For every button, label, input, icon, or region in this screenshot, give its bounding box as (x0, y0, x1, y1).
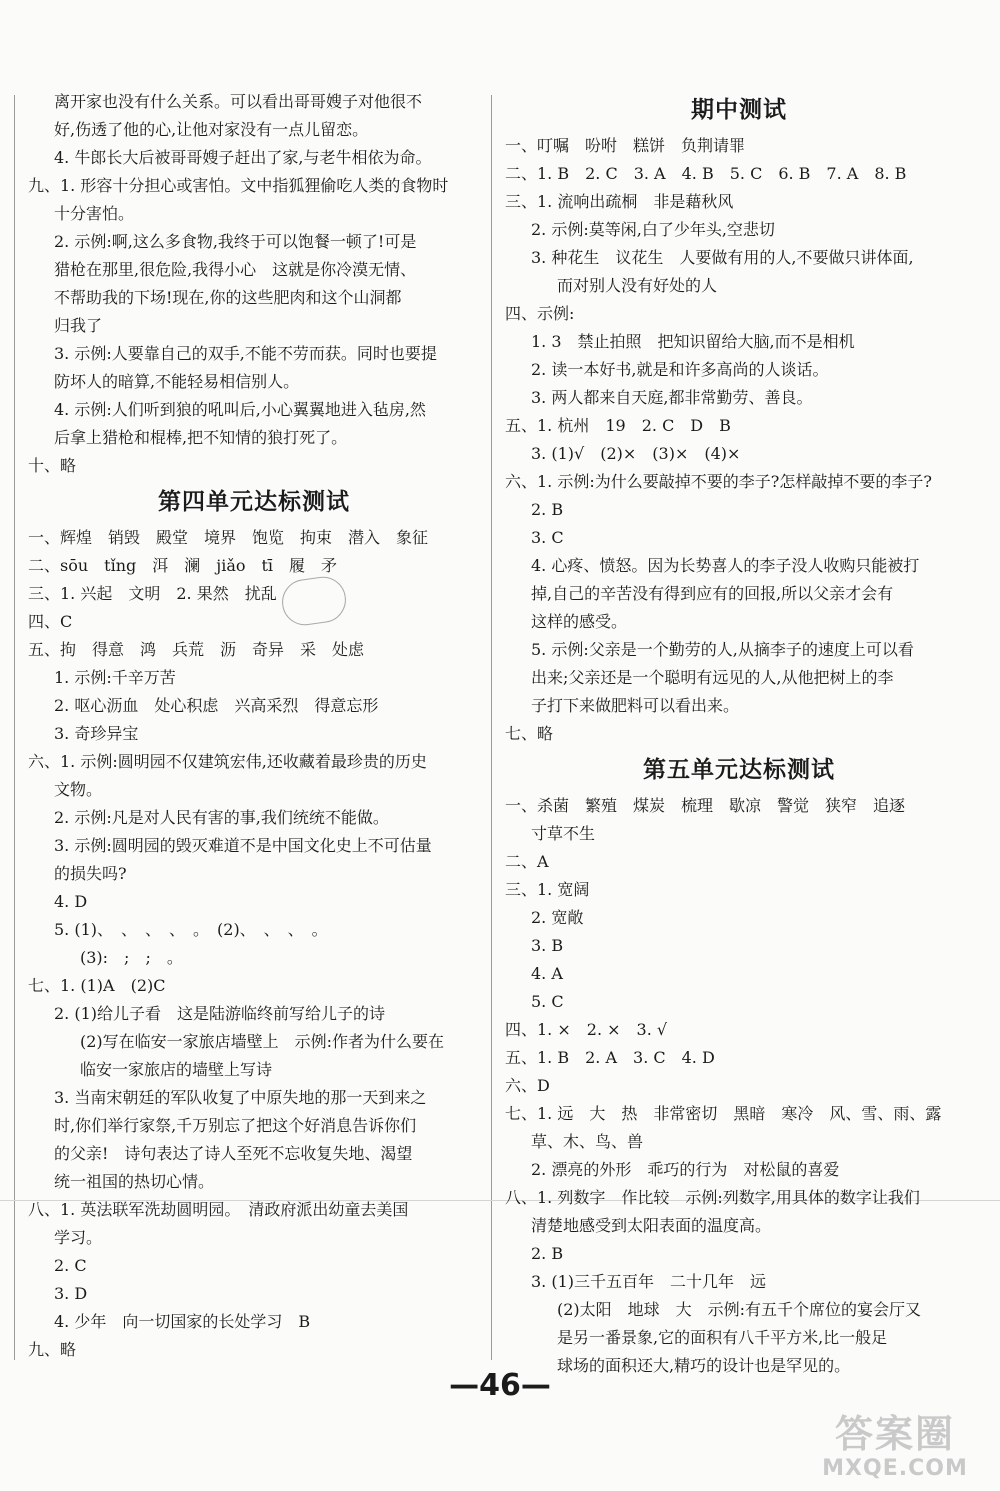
section-heading: 第四单元达标测试 (158, 488, 350, 515)
answer-line: 2. B (531, 500, 564, 519)
answer-line: 是另一番景象,它的面积有八千平方米,比一般足 (557, 1328, 888, 1347)
answer-line: 二、1. B 2. C 3. A 4. B 5. C 6. B 7. A 8. B (505, 164, 907, 183)
answer-line: 一、辉煌 销毁 殿堂 境界 饱览 拘束 潜入 象征 (28, 528, 429, 547)
column-divider (491, 95, 492, 1360)
answer-line: 学习。 (54, 1228, 103, 1247)
answer-line: 后拿上猎枪和棍棒,把不知情的狼打死了。 (54, 428, 348, 447)
answer-line: 六、1. 示例:为什么要敲掉不要的李子?怎样敲掉不要的李子? (505, 472, 932, 491)
answer-line: 这样的感受。 (531, 612, 628, 631)
answer-line: 七、略 (505, 724, 554, 743)
answer-line: 清楚地感受到太阳表面的温度高。 (531, 1216, 772, 1235)
answer-line: 六、1. 示例:圆明园不仅建筑宏伟,还收藏着最珍贵的历史 (28, 752, 427, 771)
answer-line: 三、1. 宽阔 (505, 880, 590, 899)
answer-line: 出来;父亲还是一个聪明有远见的人,从他把树上的李 (531, 668, 894, 687)
answer-line: 掉,自己的辛苦没有得到应有的回报,所以父亲才会有 (531, 584, 894, 603)
answer-line: 五、1. 杭州 19 2. C D B (505, 416, 731, 435)
answer-line: 三、1. 流响出疏桐 非是藉秋风 (505, 192, 734, 211)
answer-line: 五、拘 得意 鸿 兵荒 沥 奇异 采 处虑 (28, 640, 365, 659)
page-number: —46— (449, 1368, 551, 1403)
answer-line: 子打下来做肥料可以看出来。 (531, 696, 740, 715)
answer-line: 时,你们举行家祭,千万别忘了把这个好消息告诉你们 (54, 1116, 417, 1135)
answer-line: 5. 示例:父亲是一个勤劳的人,从摘李子的速度上可以看 (531, 640, 914, 659)
answer-line: 3. C (531, 528, 564, 547)
answer-line: 二、sōu tǐng 洱 澜 jiǎo tī 履 矛 (28, 556, 338, 575)
watermark-logo: 答案圈 (834, 1412, 955, 1456)
answer-line: 5. (1)、 、 、 、 。 (2)、 、 、 。 (54, 920, 328, 939)
answer-line: 寸草不生 (531, 824, 596, 843)
answer-line: 2. 漂亮的外形 乖巧的行为 对松鼠的喜爱 (531, 1160, 840, 1179)
answer-line: 1. 3 禁止拍照 把知识留给大脑,而不是相机 (531, 332, 855, 351)
answer-line: 五、1. B 2. A 3. C 4. D (505, 1048, 715, 1067)
answer-line: 四、C (28, 612, 73, 631)
answer-line: 2. 示例:莫等闲,白了少年头,空悲切 (531, 220, 775, 239)
answer-line: 4. 少年 向一切国家的长处学习 B (54, 1312, 311, 1331)
answer-line: 归我了 (54, 316, 103, 335)
watermark (800, 1412, 990, 1481)
answer-line: 3. D (54, 1284, 88, 1303)
answer-line: 2. 示例:啊,这么多食物,我终于可以饱餐一顿了!可是 (54, 232, 417, 251)
answer-line: 离开家也没有什么关系。可以看出哥哥嫂子对他很不 (54, 92, 423, 111)
answer-line: 3. 示例:人要靠自己的双手,不能不劳而获。同时也要提 (54, 344, 437, 363)
answer-line: 3. 示例:圆明园的毁灭难道不是中国文化史上不可估量 (54, 836, 432, 855)
answer-line: 3. 两人都来自天庭,都非常勤劳、善良。 (531, 388, 813, 407)
answer-line: 防坏人的暗算,不能轻易相信别人。 (54, 372, 300, 391)
answer-line: 3. 奇珍异宝 (54, 724, 139, 743)
answer-line: 一、叮嘱 吩咐 糕饼 负荆请罪 (505, 136, 746, 155)
answer-line: 3. (1)√ (2)× (3)× (4)× (531, 444, 741, 463)
answer-line: 三、1. 兴起 文明 2. 果然 扰乱 (28, 584, 277, 603)
answer-line: 4. A (531, 964, 563, 983)
answer-line: 1. 示例:千辛万苦 (54, 668, 176, 687)
answer-line: 草、木、鸟、兽 (531, 1132, 644, 1151)
answer-line: 不帮助我的下场!现在,你的这些肥肉和这个山洞都 (54, 288, 402, 307)
left-column (28, 88, 480, 1364)
answer-line: 八、1. 英法联军洗劫圆明园。 清政府派出幼童去美国 (28, 1200, 409, 1219)
answer-line: 5. C (531, 992, 564, 1011)
answer-line: 3. 当南宋朝廷的军队收复了中原失地的那一天到来之 (54, 1088, 427, 1107)
answer-line: 十分害怕。 (54, 204, 135, 223)
answer-line: (2)写在临安一家旅店墙壁上 示例:作者为什么要在 (80, 1032, 445, 1051)
answer-line: 的损失吗? (54, 864, 127, 883)
answer-line: 2. 呕心沥血 处心积虑 兴高采烈 得意忘形 (54, 696, 379, 715)
answer-line: 十、略 (28, 456, 77, 475)
answer-line: (3): ; ; 。 (80, 948, 183, 967)
answer-line: 2. 宽敞 (531, 908, 584, 927)
section-heading: 期中测试 (691, 96, 787, 123)
answer-line: 四、1. × 2. × 3. √ (505, 1020, 668, 1039)
answer-line: 3. B (531, 936, 564, 955)
answer-line: 的父亲! 诗句表达了诗人至死不忘收复失地、渴望 (54, 1144, 413, 1163)
answer-line: 好,伤透了他的心,让他对家没有一点儿留恋。 (54, 120, 369, 139)
answer-line: 一、杀菌 繁殖 煤炭 梳理 歇凉 警觉 狭窄 追逐 (505, 796, 906, 815)
answer-line: 四、示例: (505, 304, 575, 323)
answer-line: 七、1. (1)A (2)C (28, 976, 166, 995)
answer-line: 临安一家旅店的墙壁上写诗 (80, 1060, 273, 1079)
answer-line: 4. D (54, 892, 88, 911)
answer-line: 二、A (505, 852, 549, 871)
answer-line: 4. 示例:人们听到狼的吼叫后,小心翼翼地进入毡房,然 (54, 400, 426, 419)
answer-line: 2. 示例:凡是对人民有害的事,我们统统不能做。 (54, 808, 389, 827)
answer-line: 球场的面积还大,精巧的设计也是罕见的。 (557, 1356, 851, 1375)
right-column (505, 88, 973, 1380)
answer-line: 2. (1)给儿子看 这是陆游临终前写给儿子的诗 (54, 1004, 386, 1023)
answer-line: 猎枪在那里,很危险,我得小心 这就是你冷漠无情、 (54, 260, 417, 279)
answer-line: 3. 种花生 议花生 人要做有用的人,不要做只讲体面, (531, 248, 914, 267)
answer-line: (2)太阳 地球 大 示例:有五千个席位的宴会厅又 (557, 1300, 922, 1319)
answer-line: 七、1. 远 大 热 非常密切 黑暗 寒冷 风、雪、雨、露 (505, 1104, 942, 1123)
answer-line: 2. B (531, 1244, 564, 1263)
answer-line: 2. 读一本好书,就是和许多高尚的人谈话。 (531, 360, 829, 379)
answer-line: 九、略 (28, 1340, 77, 1359)
answer-line: 4. 心疼、愤怒。因为长势喜人的李子没人收购只能被打 (531, 556, 920, 575)
answer-line: 而对别人没有好处的人 (557, 276, 718, 295)
answer-line: 八、1. 列数字 作比较 示例:列数字,用具体的数字让我们 (505, 1188, 920, 1207)
answer-line: 4. 牛郎长大后被哥哥嫂子赶出了家,与老牛相依为命。 (54, 148, 432, 167)
watermark-url: MXQE.COM (822, 1456, 968, 1481)
answer-line: 六、D (505, 1076, 550, 1095)
answer-line: 九、1. 形容十分担心或害怕。文中指狐狸偷吃人类的食物时 (28, 176, 449, 195)
left-margin-rule (14, 95, 15, 1360)
answer-line: 3. (1)三千五百年 二十几年 远 (531, 1272, 767, 1291)
answer-line: 文物。 (54, 780, 103, 799)
section-heading: 第五单元达标测试 (643, 756, 835, 783)
answer-line: 统一祖国的热切心情。 (54, 1172, 215, 1191)
answer-line: 2. C (54, 1256, 87, 1275)
